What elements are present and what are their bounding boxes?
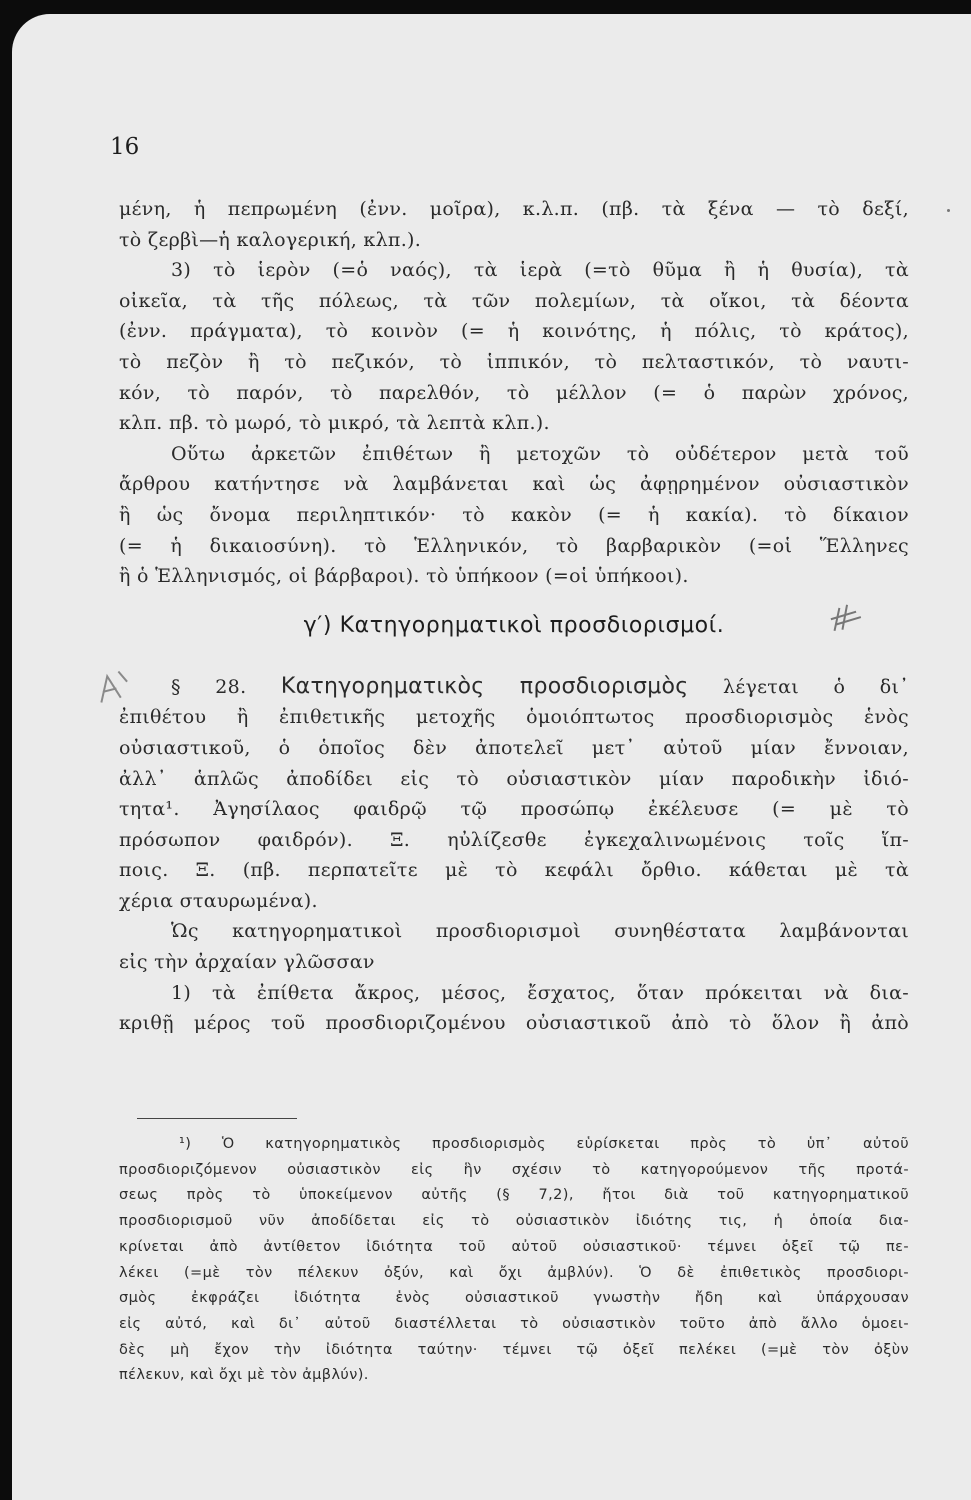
section-number: § 28. bbox=[171, 675, 247, 698]
footnote-line: λέκει (=μὲ τὸν πέλεκυν ὀξύν, καὶ ὄχι ἀμβλύν). Ὁ δὲ ἐπιθετικὸς προσδιορι- bbox=[119, 1264, 909, 1281]
text-line: κλπ. πβ. τὸ μωρό, τὸ μικρό, τὰ λεπτὰ κλπ.). bbox=[119, 412, 550, 435]
text-line: ἐπιθέτου ἢ ἐπιθετικῆς μετοχῆς ὁμοιόπτωτος προσδιορισμὸς ἑνὸς bbox=[119, 706, 909, 729]
text-line: (ἐνν. πράγματα), τὸ κοινὸν (= ἡ κοινότης, ἡ πόλις, τὸ κράτος), bbox=[119, 320, 909, 343]
text-line: εἰς τὴν ἀρχαίαν γλῶσσαν bbox=[119, 951, 375, 974]
footnote-line: σεως πρὸς τὸ ὑποκείμενον αὐτῆς (§ 7,2), ἤτοι διὰ τοῦ κατηγορηματικοῦ bbox=[119, 1187, 909, 1204]
text-line: ποις. Ξ. (πβ. περπατεῖτε μὲ τὸ κεφάλι ὄρθιο. κάθεται μὲ τὰ bbox=[119, 859, 909, 882]
footnote-line: σμὸς ἐκφράζει ἰδιότητα ἑνὸς οὐσιαστικοῦ γνωστὴν ἤδη καὶ ὑπάρχουσαν bbox=[119, 1290, 909, 1307]
text-line: ἢ ὡς ὄνομα περιληπτικόν· τὸ κακὸν (= ἡ κακία). τὸ δίκαιον bbox=[119, 503, 909, 526]
text-line: κριθῇ μέρος τοῦ προσδιοριζομένου οὐσιαστικοῦ ἀπὸ τὸ ὅλον ἢ ἀπὸ bbox=[119, 1012, 909, 1035]
ink-scribble-mark bbox=[824, 596, 869, 641]
section-first-line-rest: λέγεται ὁ δι᾽ bbox=[723, 675, 909, 698]
text-line: μένη, ἡ πεπρωμένη (ἐνν. μοῖρα), κ.λ.π. (πβ. τὰ ξένα — τὸ δεξί, bbox=[119, 198, 909, 220]
text-line: 1) τὰ ἐπίθετα ἄκρος, μέσος, ἔσχατος, ὅταν πρόκειται νὰ δια- bbox=[171, 981, 909, 1004]
text-line: Οὕτω ἀρκετῶν ἐπιθέτων ἢ μετοχῶν τὸ οὐδέτερον μετὰ τοῦ bbox=[171, 442, 909, 465]
section-heading: γ′) Κατηγορηματικοὶ προσδιορισμοί. bbox=[303, 612, 725, 638]
footnote-line: προσδιορισμοῦ νῦν ἀποδίδεται εἰς τὸ οὐσιαστικὸν ἰδιότης τις, ἡ ὁποία δια- bbox=[119, 1213, 909, 1230]
text-line: κόν, τὸ παρόν, τὸ παρελθόν, τὸ μέλλον (= ὁ παρὼν χρόνος, bbox=[119, 381, 909, 404]
text-line: τὸ πεζὸν ἢ τὸ πεζικόν, τὸ ἱππικόν, τὸ πελταστικόν, τὸ ναυτι- bbox=[119, 350, 909, 373]
footnote-line: εἰς αὐτό, καὶ δι᾽ αὐτοῦ διαστέλλεται τὸ οὐσιαστικὸν τοῦτο ἀπὸ ἄλλο ὁμοει- bbox=[119, 1315, 909, 1332]
section-term: Κατηγορηματικὸς προσδιορισμὸς bbox=[280, 673, 689, 699]
text-line: ἀλλ᾽ ἁπλῶς ἀποδίδει εἰς τὸ οὐσιαστικὸν μίαν παροδικὴν ἰδιό- bbox=[119, 767, 909, 790]
paper-speck bbox=[947, 209, 950, 212]
text-line: (= ἡ δικαιοσύνη). τὸ Ἑλληνικόν, τὸ βαρβαρικὸν (=οἱ Ἕλληνες bbox=[119, 534, 909, 557]
text-line: 3) τὸ ἱερὸν (=ὁ ναός), τὰ ἱερὰ (=τὸ θῦμα ἢ ἡ θυσία), τὰ bbox=[171, 259, 909, 282]
text-line: τὸ ζερβὶ—ἡ καλογερική, κλπ.). bbox=[119, 228, 422, 251]
page-number: 16 bbox=[110, 134, 140, 160]
text-line: οὐσιαστικοῦ, ὁ ὁποῖος δὲν ἀποτελεῖ μετ᾽ αὐτοῦ μίαν ἔννοιαν, bbox=[119, 736, 909, 759]
footnote-divider bbox=[137, 1118, 297, 1119]
text-line: τητα¹. Ἀγησίλαος φαιδρῷ τῷ προσώπῳ ἐκέλευσε (= μὲ τὸ bbox=[119, 798, 909, 821]
book-page bbox=[12, 14, 971, 1500]
footnote-line: δὲς μὴ ἔχον τὴν ἰδιότητα ταύτην· τέμνει τῷ ὀξεῖ πελέκει (=μὲ τὸν ὀξὺν bbox=[119, 1341, 909, 1358]
text-line: ἄρθρου κατήντησε νὰ λαμβάνεται καὶ ὡς ἀφῃρημένον οὐσιαστικὸν bbox=[119, 473, 909, 496]
text-line: ἢ ὁ Ἑλληνισμός, οἱ βάρβαροι). τὸ ὑπήκοον (=οἱ ὑπήκοοι). bbox=[119, 565, 689, 588]
section-28-first-line bbox=[119, 672, 909, 703]
footnote-line: κρίνεται ἀπὸ ἀντίθετον ἰδιότητα τοῦ αὐτοῦ οὐσιαστικοῦ· τέμνει ὀξεῖ τῷ πε- bbox=[119, 1238, 909, 1255]
footnote bbox=[119, 1132, 909, 1389]
footnote-line: πέλεκυν, καὶ ὄχι μὲ τὸν ἀμβλύν). bbox=[119, 1367, 369, 1384]
text-line: οἰκεῖα, τὰ τῆς πόλεως, τὰ τῶν πολεμίων, τὰ οἴκοι, τὰ δέοντα bbox=[119, 289, 909, 312]
footnote-line: προσδιοριζόμενον οὐσιαστικὸν εἰς ἣν σχέσιν τὸ κατηγορούμενον τῆς προτά- bbox=[119, 1161, 909, 1178]
main-text bbox=[119, 194, 909, 1039]
text-line: Ὡς κατηγορηματικοὶ προσδιορισμοὶ συνηθέστατα λαμβάνονται bbox=[171, 920, 909, 943]
text-line: πρόσωπον φαιδρόν). Ξ. ηὐλίζεσθε ἐγκεχαλινωμένοις τοῖς ἵπ- bbox=[119, 828, 909, 851]
footnote-line: ¹) Ὁ κατηγορηματικὸς προσδιορισμὸς εὑρίσκεται πρὸς τὸ ὑπ᾽ αὐτοῦ bbox=[179, 1136, 909, 1152]
text-line: χέρια σταυρωμένα). bbox=[119, 889, 318, 912]
